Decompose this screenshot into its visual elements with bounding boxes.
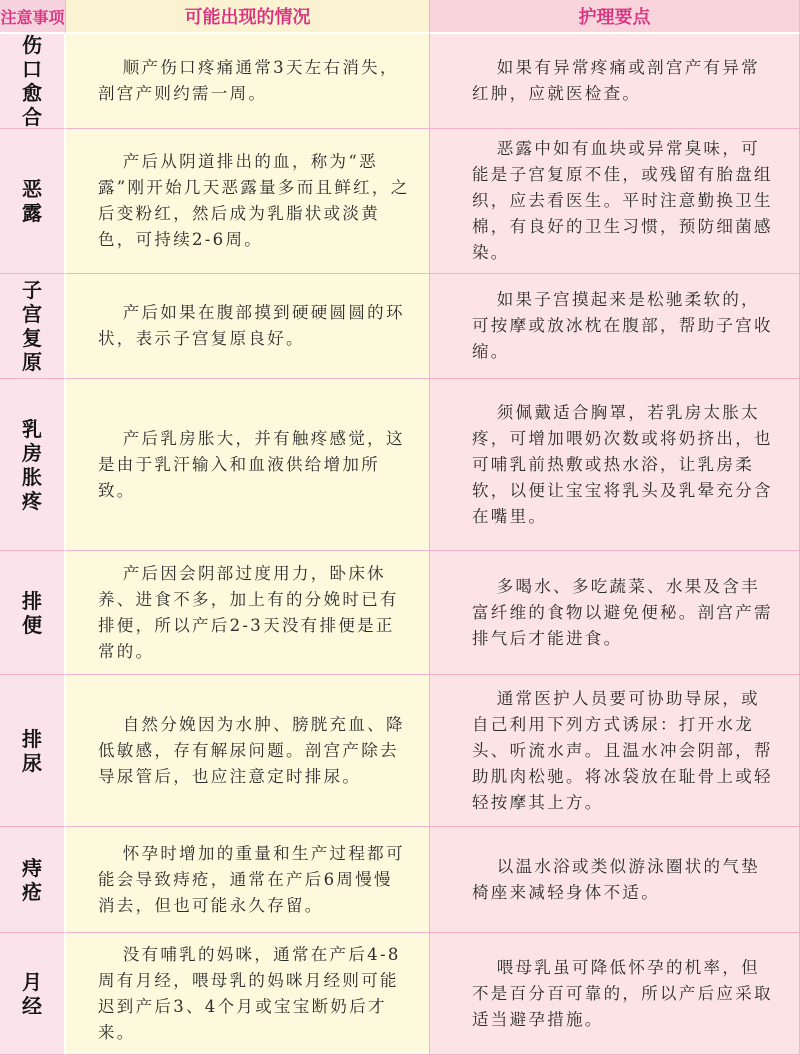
row-situation-breast xyxy=(66,379,430,551)
care-text: 喂母乳虽可降低怀孕的机率，但不是百分百可靠的，所以产后应采取适当避孕措施。 xyxy=(472,957,773,1029)
row-care-bowel xyxy=(430,551,800,675)
header-situation: 可能出现的情况 xyxy=(66,0,430,34)
care-text: 多喝水、多吃蔬菜、水果及含丰富纤维的食物以避免便秘。剖宫产需排气后才能进食。 xyxy=(472,576,773,648)
row-label-lochia xyxy=(0,129,66,274)
row-label-uterus xyxy=(0,274,66,379)
row-situation-bowel xyxy=(66,551,430,675)
row-care-uterus xyxy=(430,274,800,379)
row-label-text: 排尿 xyxy=(22,726,42,775)
row-care-hemorrhoids xyxy=(430,827,800,933)
row-care-urination xyxy=(430,675,800,827)
care-text: 须佩戴适合胸罩，若乳房太胀太疼，可增加喂奶次数或将奶挤出，也可哺乳前热敷或热水浴，让乳房柔软，以便让宝宝将乳头及乳晕充分含在嘴里。 xyxy=(472,402,773,526)
row-care-lochia xyxy=(430,129,800,274)
row-label-bowel xyxy=(0,551,66,675)
situation-text: 没有哺乳的妈咪，通常在产后4-8周有月经，喂母乳的妈咪月经则可能迟到产后3、4个月或宝宝断奶后才来。 xyxy=(98,944,401,1042)
situation-text: 产后如果在腹部摸到硬硬圆圆的环状，表示子宫复原良好。 xyxy=(98,303,405,348)
situation-text: 怀孕时增加的重量和生产过程都可能会导致痔疮，通常在产后6周慢慢消去，但也可能永久存留。 xyxy=(98,843,405,915)
row-situation-uterus xyxy=(66,274,430,379)
header-item: 注意事项 xyxy=(0,0,66,34)
care-text: 通常医护人员要可协助导尿，或自己利用下列方式诱尿：打开水龙头、听流水声。且温水冲会阴部，帮助肌肉松驰。将冰袋放在耻骨上或轻轻按摩其上方。 xyxy=(472,688,773,812)
situation-text: 产后因会阴部过度用力，卧床休养、进食不多，加上有的分娩时已有排便，所以产后2-3天没有排便是正常的。 xyxy=(98,563,399,661)
care-text: 如果有异常疼痛或剖宫产有异常红肿，应就医检查。 xyxy=(472,58,760,103)
row-situation-lochia xyxy=(66,129,430,274)
row-situation-hemorrhoids xyxy=(66,827,430,933)
row-care-wound xyxy=(430,34,800,129)
row-situation-urination xyxy=(66,675,430,827)
header-care: 护理要点 xyxy=(430,0,800,34)
row-label-text: 伤口愈合 xyxy=(22,33,42,129)
situation-text: 产后乳房胀大，并有触疼感觉，这是由于乳汗输入和血液供给增加所致。 xyxy=(98,428,405,500)
care-text: 以温水浴或类似游泳圈状的气垫椅座来减轻身体不适。 xyxy=(472,856,760,902)
row-label-text: 乳房胀疼 xyxy=(22,416,42,513)
row-situation-wound xyxy=(66,34,430,129)
row-label-hemorrhoids xyxy=(0,827,66,933)
row-label-menstruation xyxy=(0,933,66,1055)
row-label-text: 子宫复原 xyxy=(22,278,42,374)
row-care-menstruation xyxy=(430,933,800,1055)
row-label-breast xyxy=(0,379,66,551)
row-label-text: 排便 xyxy=(22,588,42,637)
row-label-urination xyxy=(0,675,66,827)
care-text: 恶露中如有血块或异常臭味，可能是子宫复原不佳，或残留有胎盘组织，应去看医生。平时注意勤换卫生棉，有良好的卫生习惯，预防细菌感染。 xyxy=(472,139,773,262)
row-label-text: 月经 xyxy=(22,969,42,1018)
row-label-text: 痔疮 xyxy=(22,855,42,904)
care-text: 如果子宫摸起来是松驰柔软的，可按摩或放冰枕在腹部，帮助子宫收缩。 xyxy=(472,290,773,361)
situation-text: 产后从阴道排出的血，称为“恶露”刚开始几天恶露量多而且鲜红，之后变粉红，然后成为乳脂状或淡黄色，可持续2-6周。 xyxy=(98,152,410,249)
situation-text: 顺产伤口疼痛通常3天左右消失，剖宫产则约需一周。 xyxy=(98,58,399,103)
row-label-wound xyxy=(0,34,66,129)
situation-text: 自然分娩因为水肿、膀胱充血、降低敏感，存有解尿问题。剖宫产除去导尿管后，也应注意定时排尿。 xyxy=(98,714,405,786)
row-label-text: 恶露 xyxy=(22,177,42,225)
row-care-breast xyxy=(430,379,800,551)
row-situation-menstruation xyxy=(66,933,430,1055)
